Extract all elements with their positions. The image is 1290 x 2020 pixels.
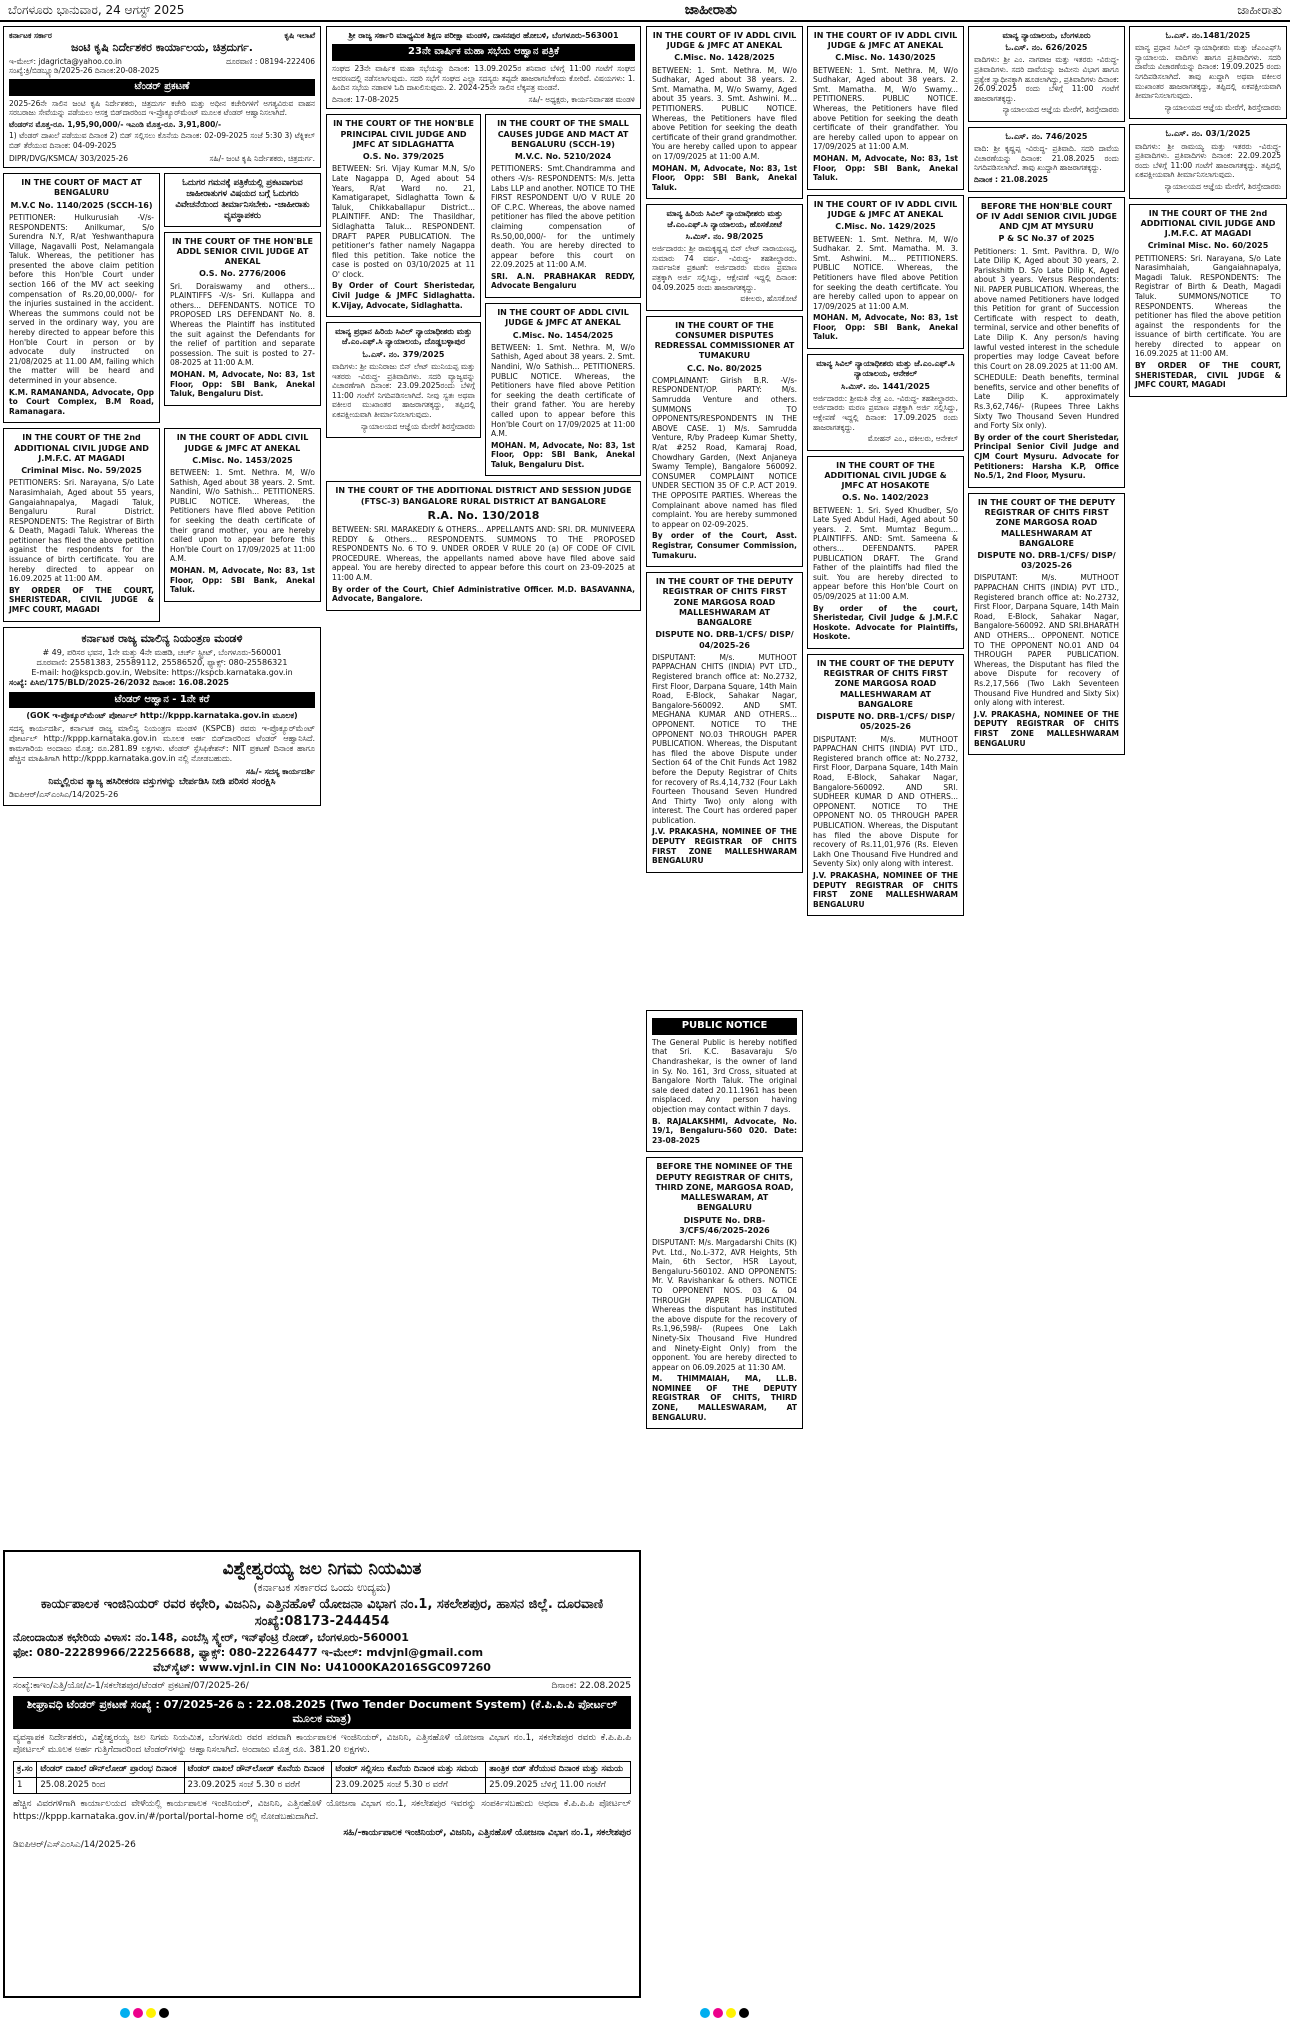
sidlaghatta-court: IN THE COURT OF THE HON'BLE PRINCIPAL CIVIL JUDGE AND JMFC AT SIDLAGHATTA (333, 119, 474, 149)
ftsc-sign: By order of the Court, Chief Administrative Officer. M.D. BASAVANNA, Advocate, Bangalore. (332, 584, 635, 604)
kspcb-slogan: ನಿಮ್ಮಲ್ಲಿರುವ ತ್ಯಾಜ್ಯ ಹಸಿರೀಕರಣ ವಸ್ತುಗಳನ್ನು ಬೇರ್ಪಡಿಸಿ ನೀಡಿ ಪರಿಸರ ಸಂರಕ್ಷಿಸಿ (48, 776, 276, 787)
sidlaghatta-notice (326, 114, 481, 317)
public-notice-body: The General Public is hereby notified that Sri. K.C. Basavaraju S/o Chandrashekar, is the owner of land in Sy. No. 161, 3rd Cross, situated at Bangalore North Taluk. The original sale deed dated 20.11.1961 has been misplaced. Any person having objection may contact within 7 days. (652, 1037, 797, 1114)
kspcb-sign: ಸಹಿ/- ಸದಸ್ಯ ಕಾರ್ಯದರ್ಶಿ (245, 766, 315, 776)
anekal-1430-case: C.Misc. No. 1430/2025 (835, 53, 936, 63)
k3-title: ಮಾನ್ಯ ಸಿವಿಲ್ ನ್ಯಾಯಾಧೀಶರು ಮತ್ತು ಜೆ.ಎಂ.ಎಫ್.ಸಿ ನ್ಯಾಯಾಲಯ, ಆನೇಕಲ್ (816, 359, 955, 379)
vjnl-tender-ad (3, 1550, 641, 1998)
anekal-1453-sign: MOHAN. M, Advocate, No: 83, 1st Floor, Opp: SBI Bank, Anekal Taluk. (170, 566, 315, 595)
anekal-kannada-notice (807, 354, 964, 451)
chits46-case: DISPUTE No. DRB-3/CFS/46/2025-2026 (679, 1215, 770, 1235)
agm-sign: ಸಹಿ/- ಅಧ್ಯಕ್ಷರು, ಕಾರ್ಯನಿರ್ವಾಹಕ ಮಂಡಳಿ (528, 94, 635, 104)
k3-body: ಅರ್ಜಿದಾರರು: ಶ್ರೀಮತಿ ನೇತ್ರ ಎಂ. -ವಿರುದ್ಧ- ತಹಶೀಲ್ದಾರರು. ಅರ್ಜಿದಾರರು ಮರಣ ಪ್ರಮಾಣ ಪತ್ರಕ್ಕಾಗಿ ಅರ್ಜಿ ಸಲ್ಲಿಸಿದ್ದು, ಆಕ್ಷೇಪಣೆ ಇದ್ದಲ್ಲಿ ದಿನಾಂಕ: 17.09.2025 ರಂದು ಹಾಜರಾಗತಕ್ಕದ್ದು. (813, 393, 958, 432)
agm-bar: 23ನೇ ವಾರ್ಷಿಕ ಮಹಾ ಸಭೆಯ ಆಹ್ವಾನ ಪತ್ರಿಕೆ (332, 44, 635, 61)
th-open: ತಾಂತ್ರಿಕ ಬಿಡ್ ತೆರೆಯುವ ದಿನಾಂಕ ಮತ್ತು ಸಮಯ (486, 1761, 631, 1777)
magadi2-case: Criminal Misc. No. 60/2025 (1147, 241, 1269, 251)
public-notice-sign: B. RAJALAKSHMI, Advocate, No. 19/1, Bengaluru-560 020. Date: 23-08-2025 (652, 1116, 797, 1145)
chits05-court: IN THE COURT OF THE DEPUTY REGISTRAR OF CHITS FIRST ZONE MARGOSA ROAD MALLESHWARAM AT BANGALORE (816, 658, 955, 709)
anekal-os-sign: MOHAN. M, Advocate, No: 83, 1st Floor, Opp: SBI Bank, Anekal Taluk, Bengaluru Dist. (170, 370, 315, 399)
anekal-cmisc-1453 (164, 428, 321, 601)
chits-dispute-04 (646, 572, 803, 873)
td-sl: 1 (14, 1777, 37, 1793)
vjnl-date: ದಿನಾಂಕ: 22.08.2025 (551, 1681, 631, 1692)
chits05-case: DISPUTE NO. DRB-1/CFS/ DISP/ 05/2025-26 (816, 712, 955, 732)
k5-date: ದಿನಾಂಕ : 21.08.2025 (974, 175, 1049, 185)
chits04-sign: J.V. PRAKASHA, NOMINEE OF THE DEPUTY REGISTRAR OF CHITS FIRST ZONE MALLESHWARAM BENGALURU (652, 827, 797, 866)
kannada-os-626 (968, 26, 1125, 122)
anekal-os-notice (164, 232, 321, 406)
vjnl-subtitle: (ಕರ್ನಾಟಕ ಸರ್ಕಾರದ ಒಂದು ಉದ್ಯಮ) (253, 1580, 391, 1594)
anekal-cmisc-1429 (807, 195, 964, 349)
vjnl-schedule-table (13, 1761, 631, 1795)
chits04-court: IN THE COURT OF THE DEPUTY REGISTRAR OF CHITS FIRST ZONE MARGOSA ROAD MALLESHWARAM AT BANGALORE (655, 577, 794, 628)
agri-org: ಕರ್ನಾಟಕ ಸರ್ಕಾರ (9, 31, 52, 40)
chits05-body: DISPUTANT: M/s. MUTHOOT PAPPACHAN CHITS (INDIA) PVT LTD., Registered branch office at: No.2732, First Floor, Darpana Square, 14th Main Road, E-Block, Sahakar Nagar, Bangalore-560092. AND SRI. SUDHEER KUMAR D AND OTHERS... OPPONENT. NOTICE TO THE OPPONENT NO. 05 THROUGH PAPER PUBLICATION. Whereas, the Disputant has filed the above Dispute for recovery of Rs.11,01,976 (Rs. Eleven Lakh One Thousand Five Hundred and Seventy Six) only along with interest. (813, 734, 958, 869)
scch19-court: IN THE COURT OF THE SMALL CAUSES JUDGE AND MACT AT BENGALURU (SCCH-19) (497, 119, 629, 149)
header-date: ಬೆಂಗಳೂರು ಭಾನುವಾರ, 24 ಆಗಸ್ಟ್ 2025 (8, 2, 185, 17)
agri-items: 1) ಟೆಂಡರ್ ದಾಖಲೆ ಪಡೆಯುವ ದಿನಾಂಕ 2) ಬಿಡ್ ಸಲ್ಲಿಸಲು ಕೊನೆಯ ದಿನಾಂಕ: 02-09-2025 ಸಂಜೆ 5:30 3) ಟೆಕ್ನಿಕಲ್ ಬಿಡ್ ತೆರೆಯುವ ದಿನಾಂಕ: 04-09-2025 (9, 131, 315, 151)
kspcb-web: E-mail: ho@kspcb.gov.in, Website: https://kspcb.karnataka.gov.in (31, 668, 293, 678)
anekal-1428-court: IN THE COURT OF IV ADDL CIVIL JUDGE & JMFC AT ANEKAL (652, 31, 797, 51)
doddaballapur-kannada-notice (326, 322, 481, 438)
mact-notice (3, 173, 160, 423)
td-end: 23.09.2025 ಸಂಜೆ 5.30 ರ ವರೆಗೆ (184, 1777, 332, 1793)
magadi-sign: BY ORDER OF THE COURT, SHERISTEDAR, CIVIL JUDGE & JMFC COURT, MAGADI (9, 585, 154, 615)
agri-email: ಇ-ಮೇಲ್: jdagricta@yahoo.co.in (9, 56, 122, 66)
k1-title: ಮಾನ್ಯ ಪ್ರಧಾನ ಹಿರಿಯ ಸಿವಿಲ್ ನ್ಯಾಯಾಧೀಶರು ಮತ್ತು ಜೆ.ಎಂ.ಎಫ್.ಸಿ ನ್ಯಾಯಾಲಯ, ದೊಡ್ಡಬಳ್ಳಾಪುರ (335, 327, 472, 347)
k4-sign: ನ್ಯಾಯಾಲಯದ ಆಜ್ಞೆಯ ಮೇರೆಗೆ, ಶಿರಸ್ತೇದಾರರು (1002, 105, 1119, 115)
anekal-1430-court: IN THE COURT OF IV ADDL CIVIL JUDGE & JMFC AT ANEKAL (813, 31, 958, 51)
agm-date: ದಿನಾಂಕ: 17-08-2025 (332, 94, 399, 104)
td-submit: 23.09.2025 ಸಂಜೆ 5.30 ರ ವರೆಗೆ (332, 1777, 486, 1793)
column-5 (968, 26, 1125, 760)
agri-office-title: ಜಂಟಿ ಕೃಷಿ ನಿರ್ದೇಶಕರ ಕಾರ್ಯಾಲಯ, ಚಿತ್ರದುರ್ಗ. (71, 40, 253, 54)
public-notice (646, 1010, 803, 1152)
header-right: ಜಾಹೀರಾತು (1237, 2, 1282, 17)
column-6 (1129, 26, 1287, 402)
agri-tender-ad (3, 26, 321, 168)
k5-case: ಓ.ಎಸ್. ನಂ. 746/2025 (1005, 132, 1088, 142)
registration-marks-right (700, 2008, 749, 2018)
anekal-1454-body: BETWEEN: 1. Smt. Nethra. M, W/o Sathish, Aged about 38 years. 2. Smt. Nandini, W/o Sathish... PETITIONERS. PUBLIC NOTICE. Whereas, the Petitioners have filed above Petition for seeking the death certificate of their grand father. You are hereby called upon to appear before this Hon'ble Court on 17/09/2025 at 11:00 A.M. (491, 342, 635, 439)
kspcb-phone: ದೂರವಾಣಿ: 25581383, 25589112, 25586520, ಫ್ಯಾಕ್ಸ್: 080-25586321 (36, 657, 288, 667)
chits03-court: IN THE COURT OF THE DEPUTY REGISTRAR OF CHITS FIRST ZONE MARGOSA ROAD MALLESHWARAM AT BANGALORE (977, 497, 1116, 548)
anekal-1428-body: BETWEEN: 1. Smt. Nethra. M, W/o Sudhakar, Aged about 38 years. 2. Smt. Mamatha. M, W/o Swamy, Aged about 35 years. 3. Smt. Ashwini. M... PETITIONERS. PUBLIC NOTICE. Whereas, the Petitioners have filed above Petition for seeking the death certificate of their grand grandmother. You are hereby called upon to appear on 17/09/2025 at 11:00 A.M. (652, 65, 797, 162)
anekal-1454-sign: MOHAN. M, Advocate, No: 83, 1st Floor, Opp: SBI Bank, Anekal Taluk, Bengaluru Dist. (491, 440, 635, 469)
magadi-notice (3, 428, 160, 621)
kspcb-body: ಸದಸ್ಯ ಕಾರ್ಯದರ್ಶಿ, ಕರ್ನಾಟಕ ರಾಜ್ಯ ಮಾಲಿನ್ಯ ನಿಯಂತ್ರಣ ಮಂಡಳಿ (KSPCB) ರವರು ಇ-ಪ್ರೊಕ್ಯೂರ್‌ಮೆಂಟ್ ಪೋರ್ಟಲ್ http://kppp.karnataka.gov.in ಮೂಲಕ ಅರ್ಹ ಬಿಡ್‌ದಾರರಿಂದ ಟೆಂಡರ್ ಆಹ್ವಾನಿಸಿದೆ. ಕಾಮಗಾರಿಯ ಅಂದಾಜು ಮೊತ್ತ: ರೂ.281.89 ಲಕ್ಷಗಳು. ಟೆಂಡರ್ ಸ್ಪೆಸಿಫಿಕೇಶನ್: NIT ಪ್ರಕಟಣೆ ದಿನಾಂಕ ಹಾಗೂ ಹೆಚ್ಚಿನ ಮಾಹಿತಿಗಾಗಿ http://kppp.karnataka.gov.in ನಲ್ಲಿ ನೋಡಬಹುದು. (9, 723, 315, 764)
chits04-case: DISPUTE NO. DRB-1/CFS/ DISP/ 04/2025-26 (655, 630, 794, 650)
magadi-case: Criminal Misc. No. 59/2025 (21, 466, 142, 476)
mysuru-body: Petitioners: 1. Smt. Pavithra. D, W/o Late Dilip K, Aged about 30 years, 2. Pariskshith D. S/o Late Dilip K, Aged about 3 years. Versus Respondents: Nil. PAPER PUBLICATION. Whereas, the above named Petitioners have lodged this Petition for grant of Succession Certificate with respect to death, terminal, service and other benefits of Late Dilip K. Any person/s having lawful vested interest in the schedule properties may lodge Caveat before this Court on 28.09.2025 at 11:00 AM. (974, 246, 1119, 371)
chits03-case: DISPUTE NO. DRB-1/CFS/ DISP/ 03/2025-26 (977, 551, 1116, 571)
anekal-1429-court: IN THE COURT OF IV ADDL CIVIL JUDGE & JMFC AT ANEKAL (813, 199, 958, 220)
magadi2-sign: BY ORDER OF THE COURT, SHERISTEDAR, CIVIL JUDGE & JMFC COURT, MAGADI (1135, 361, 1281, 390)
hosakote-os-notice (807, 456, 964, 649)
anekal-1428-sign: MOHAN. M, Advocate, No: 83, 1st Floor, Opp: SBI Bank, Anekal Taluk. (652, 163, 797, 192)
hoskote-kannada-notice (646, 204, 803, 310)
td-start: 25.08.2025 ರಿಂದ (37, 1777, 184, 1793)
k7-case: ಓ.ಎಸ್. ನಂ. 03/1/2025 (1165, 129, 1251, 139)
kannada-os-1481 (1129, 26, 1287, 119)
magadi-body: PETITIONERS: Sri. Narayana, S/o Late Narasimhaiah, Aged about 55 years, Gangaiahnapalya, Magadi Taluk, Bengaluru Rural District. RESPONDENTS: The Registrar of Birth & Death, Magadi Taluk. Whereas the petitioner has filed the above petition against the respondents for the issuance of birth certificate. You are hereby directed to appear on 16.09.2025 at 11:00 AM. (9, 478, 154, 584)
mysuru-sign: By order of the court Sheristedar, Principal Senior Civil Judge and CJM Court Mysuru. Advocate for Petitioners: Harsha K.P, Office No.5/1, 2nd Floor, Mysuru. (974, 432, 1119, 481)
chits03-sign: J.V. PRAKASHA, NOMINEE OF THE DEPUTY REGISTRAR OF CHITS FIRST ZONE MALLESHWARAM BENGALURU (974, 709, 1119, 748)
anekal-cmisc-1454 (485, 303, 641, 476)
chits46-sign: M. THIMMAIAH, MA, LL.B. NOMINEE OF THE DEPUTY REGISTRAR OF CHITS, THIRD ZONE, MALLESWARAM, AT BENGALURU. (652, 1374, 797, 1422)
vjnl-office: ಕಾರ್ಯಪಾಲಕ ಇಂಜಿನಿಯರ್ ರವರ ಕಛೇರಿ, ವಿಜನಿನಿ, ಎತ್ತಿನಹೊಳೆ ಯೋಜನಾ ವಿಭಾಗ ನಂ.1, ಸಕಲೇಶಪುರ, ಹಾಸನ ಜಿಲ್ಲೆ. ದೂರವಾಣಿ ಸಂಖ್ಯೆ:08173-244454 (40, 1596, 604, 1630)
public-notice-bar: PUBLIC NOTICE (652, 1018, 797, 1035)
scch19-body: PETITIONERS: Smt.Chandramma and others -V/s- RESPONDENTS: M/s. Jetta Labs LLP and another. NOTICE TO THE FIRST RESPONDENT U/O V RULE 20 OF C.P.C. Whereas, the above named petitioner has filed the above petition claiming compensation of Rs.50,00,000/- for the untimely death. You are hereby directed to appear before this court on 22.09.2025 at 11:00 A.M. (491, 164, 635, 270)
anekal-1453-body: BETWEEN: 1. Smt. Nethra. M, W/o Sathish, Aged about 38 years. 2. Smt. Nandini, W/o Sathish... PETITIONERS. PUBLIC NOTICE. Whereas, the Petitioners have filed above Petition for seeking the death certificate of their grand mother, you are hereby called upon to appear before this Hon'ble Court on 17/09/2025 at 11:00 A.M. (170, 468, 315, 564)
mysuru-schedule: SCHEDULE: Death benefits, terminal benefits, service and other benefits of Late Dilip K. approximately Rs.3,62,746/- (Rupees Three Lakhs Sixty Two Thousand Seven Hundred and Forty Six only). (974, 373, 1119, 431)
k1-body: ವಾದಿಗಳು: ಶ್ರೀ ಮುನಿರಾಜು ಬಿನ್ ಲೇಟ್ ಮುನಿಯಪ್ಪ ಮತ್ತು ಇತರರು -ವಿರುದ್ಧ- ಪ್ರತಿವಾದಿಗಳು. ಸದರಿ ವ್ಯಾಜ್ಯವನ್ನು ವಿಚಾರಣೆಗಾಗಿ ದಿನಾಂಕ: 23.09.2025ರಂದು ಬೆಳಿಗ್ಗೆ 11:00 ಗಂಟೆಗೆ ನಿಗದಿಪಡಿಸಲಾಗಿದೆ. ನೀವು ಸ್ವತಃ ಅಥವಾ ವಕೀಲರ ಮುಖಾಂತರ ಹಾಜರಾಗತಕ್ಕದ್ದು, ತಪ್ಪಿದಲ್ಲಿ ಏಕಪಕ್ಷೀಯವಾಗಿ ತೀರ್ಮಾನಿಸಲಾಗುವುದು. (332, 361, 475, 419)
chits-dispute-05 (807, 654, 964, 916)
sidlaghatta-body: BETWEEN: Sri. Vijay Kumar M.N, S/o Late Nagappa D, Aged about 54 Years, R/at Ward no. 21, Kamatigarapet, Sidlaghatta Town & Taluk, Chikkaballapur District... PLAINTIFF. AND: The Thasildhar, Sidlaghatta Taluk... RESPONDENT. DRAFT PAPER PUBLICATION. The petitioner's father namely Nagappa filed this petition. Take notice the case is posted on 03/10/2025 at 11 O' clock. (332, 164, 475, 279)
anekal-1453-case: C.Misc. No. 1453/2025 (192, 455, 293, 465)
column-3b (646, 1010, 803, 1434)
consumer-court: IN THE COURT OF THE CONSUMER DISPUTES REDRESSAL COMMISSIONER AT TUMAKURU (654, 320, 795, 361)
kspcb-dipr: ಡಿಐಪಿಆರ್/ಎಸ್‌ಎಂಸಿಎ/14/2025-26 (9, 790, 119, 800)
agm-notice (326, 26, 641, 109)
anekal-cmisc-1428 (646, 26, 803, 199)
vjnl-contact: ಫೋ: 080-22289966/22256688, ಫ್ಯಾಕ್ಸ್: 080-22264477 ಇ-ಮೇಲ್: mdvjnl@gmail.com (13, 1645, 484, 1659)
k2-title: ಮಾನ್ಯ ಹಿರಿಯ ಸಿವಿಲ್ ನ್ಯಾಯಾಧೀಶರು ಮತ್ತು ಜೆ.ಎಂ.ಎಫ್.ಸಿ ನ್ಯಾಯಾಲಯ, ಹೊಸಕೋಟೆ (666, 209, 783, 229)
magadi2-body: PETITIONERS: Sri. Narayana, S/o Late Narasimhaiah, Gangaiahnapalya, Magadi Taluk. RESPONDENTS: The Registrar of Birth & Death, Magadi Taluk. SUMMONS/NOTICE TO RESPONDENTS. Whereas the petitioner has filed the above petition against the respondents for the issuance of birth certificate. You are hereby directed to appear on 16.09.2025 at 11:00 AM. (1135, 253, 1281, 359)
registration-marks-left (120, 2008, 169, 2018)
consumer-body: COMPLAINANT: Girish B.R. -V/s- RESPONDENT/OP. PARTY: M/s. Samrudda Venture and others. SUMMONS TO OPPONENTS/RESPONDENTS IN THE ABOVE CASE. 1) M/s. Samrudda Venture, R/by Pradeep Kumar Shetty, R/at #252 Road, Kamaraj Road, Chowdhary Garden, (Next Anjaneya Swamy Temple), Bangalore 560092. CONSUMER COMPLAINT NOTICE UNDER SECTION 35 OF C.P. ACT 2019. THE OPPOSITE PARTIES. Whereas the Complainant above named has filed complaint. You are hereby summoned to appear on 02-09-2025. (652, 375, 797, 529)
k1-sign: ನ್ಯಾಯಾಲಯದ ಆಜ್ಞೆಯ ಮೇರೆಗೆ ಶಿರಸ್ತೇದಾರರು (361, 421, 475, 431)
vjnl-intro: ವ್ಯವಸ್ಥಾಪಕ ನಿರ್ದೇಶಕರು, ವಿಶ್ವೇಶ್ವರಯ್ಯ ಜಲ ನಿಗಮ ನಿಯಮಿತ, ಬೆಂಗಳೂರು ರವರ ಪರವಾಗಿ ಕಾರ್ಯಪಾಲಕ ಇಂಜಿನಿಯರ್, ವಿಜನಿನಿ, ಎತ್ತಿನಹೊಳೆ ಯೋಜನಾ ವಿಭಾಗ ನಂ.1, ಸಕಲೇಶಪುರ ರವರು ಕೆ.ಪಿ.ಪಿ.ಪಿ ಪೋರ್ಟಲ್ ಮೂಲಕ ಅರ್ಹ ಗುತ್ತಿಗೆದಾರರಿಂದ ಟೆಂಡರ್‌ಗಳನ್ನು ಆಹ್ವಾನಿಸಲಾಗಿದೆ. ಅಂದಾಜು ಮೊತ್ತ ರೂ. 381.20 ಲಕ್ಷಗಳು. (13, 1733, 631, 1756)
kspcb-tender-ad (3, 627, 321, 806)
chits46-court: BEFORE THE NOMINEE OF THE DEPUTY REGISTRAR OF CHITS, THIRD ZONE, MARGOSA ROAD, MALLESWARAM, AT BENGALURU (655, 1162, 794, 1213)
anekal-1429-body: BETWEEN: 1. Smt. Nethra. M, W/o Sudhakar. 2. Smt. Mamatha. M. 3. Smt. Ashwini. M... PETITIONERS. PUBLIC NOTICE. Whereas, the Petitioners have filed above Petition for seeking the death certificate. You are hereby called upon to appear on 17/09/2025 at 11:00 A.M. (813, 234, 958, 311)
sidlaghatta-sign: By Order of Court Sheristedar, Civil Judge & JMFC Sidlaghatta. K.Vijay, Advocate, Sidlaghatta. (332, 281, 475, 310)
mact-case: M.V.C No. 1140/2025 (SCCH-16) (10, 200, 153, 210)
column-3 (646, 26, 803, 878)
column-4 (807, 26, 964, 921)
k4-case: ಓ.ಎಸ್. ನಂ. 626/2025 (1005, 43, 1088, 53)
consumer-sign: By order of the Court, Asst. Registrar, Consumer Commission, Tumakuru. (652, 531, 797, 560)
anekal-os-case: O.S. No. 2776/2006 (199, 269, 286, 279)
k2-case: ಸಿ.ಮಿಸ್. ನಂ. 98/2025 (685, 231, 764, 241)
k3-sign: ಮೋಹನ್ ಎಂ., ವಕೀಲರು, ಆನೇಕಲ್ (867, 434, 958, 444)
anekal-1454-case: C.Misc. No. 1454/2025 (512, 330, 614, 340)
agm-body: ಸಂಘದ 23ನೇ ವಾರ್ಷಿಕ ಮಹಾ ಸಭೆಯನ್ನು ದಿನಾಂಕ: 13.09.2025ರ ಶನಿವಾರ ಬೆಳಿಗ್ಗೆ 11:00 ಗಂಟೆಗೆ ಸಂಘದ ಆವರಣದಲ್ಲಿ ನಡೆಸಲಾಗುವುದು. ಸದರಿ ಸಭೆಗೆ ಸಂಘದ ಎಲ್ಲಾ ಸದಸ್ಯರು ತಪ್ಪದೇ ಹಾಜರಾಗಬೇಕೆಂದು ಕೋರಿದೆ. ವಿಷಯಗಳು: 1. ಹಿಂದಿನ ಸಭೆಯ ನಡಾವಳಿ ಓದಿ ದಾಖಲಿಸುವುದು. 2. 2024-25ನೇ ಸಾಲಿನ ಲೆಕ್ಕಪತ್ರ ಮಂಡನೆ. (332, 64, 635, 93)
k4-body: ವಾದಿಗಳು: ಶ್ರೀ ಎಂ. ನಾಗರಾಜ ಮತ್ತು ಇತರರು -ವಿರುದ್ಧ- ಪ್ರತಿವಾದಿಗಳು. ಸದರಿ ದಾವೆಯನ್ನು ಜಮೀನು ವಿಭಾಗ ಹಾಗೂ ಪ್ರತ್ಯೇಕ ಸ್ವಾಧೀನಕ್ಕಾಗಿ ಹೂಡಲಾಗಿದ್ದು, ಪ್ರತಿವಾದಿಗಳು ದಿನಾಂಕ: 26.09.2025 ರಂದು ಬೆಳಿಗ್ಗೆ 11:00 ಗಂಟೆಗೆ ಹಾಜರಾಗತಕ್ಕದ್ದು. (974, 55, 1119, 103)
anekal-1453-court: IN THE COURT OF ADDL CIVIL JUDGE & JMFC AT ANEKAL (176, 433, 309, 453)
agri-tender-bar: ಟೆಂಡರ್ ಪ್ರಕಟಣೆ (9, 79, 315, 96)
vjnl-tender-head: ಶೀಘ್ರಾವಧಿ ಟೆಂಡರ್ ಪ್ರಕಟಣೆ ಸಂಖ್ಯೆ : 07/2025-26 ದಿ : 22.08.2025 (Two Tender Document System) (ಕೆ.ಪಿ.ಪಿ.ಪಿ ಪೋರ್ಟಲ್ ಮೂಲಕ ಮಾತ್ರ) (13, 1696, 631, 1730)
k2-body: ಅರ್ಜಿದಾರರು: ಶ್ರೀ ರಾಮಕೃಷ್ಣಪ್ಪ ಬಿನ್ ಲೇಟ್ ನಾರಾಯಣಪ್ಪ, ಸುಮಾರು 74 ವರ್ಷ. -ವಿರುದ್ಧ- ತಹಶೀಲ್ದಾರರು. ಸಾರ್ವಜನಿಕ ಪ್ರಕಟಣೆ: ಅರ್ಜಿದಾರರು ಮರಣ ಪ್ರಮಾಣ ಪತ್ರಕ್ಕಾಗಿ ಅರ್ಜಿ ಸಲ್ಲಿಸಿದ್ದು, ಆಕ್ಷೇಪಣೆ ಇದ್ದಲ್ಲಿ ದಿನಾಂಕ: 04.09.2025 ರಂದು ಹಾಜರಾಗತಕ್ಕದ್ದು. (652, 244, 797, 292)
vjnl-sign: ಸಹಿ/-ಕಾರ್ಯಪಾಲಕ ಇಂಜಿನಿಯರ್, ವಿಜನಿನಿ, ಎತ್ತಿನಹೊಳೆ ಯೋಜನಾ ವಿಭಾಗ ನಂ.1, ಸಕಲೇಶಪುರ (343, 1827, 631, 1838)
k5-body: ವಾದಿ: ಶ್ರೀ ಕೃಷ್ಣಪ್ಪ -ವಿರುದ್ಧ- ಪ್ರತಿವಾದಿ. ಸದರಿ ದಾವೆಯ ವಿಚಾರಣೆಯನ್ನು ದಿನಾಂಕ: 21.08.2025 ರಂದು ನಿಗದಿಪಡಿಸಲಾಗಿದೆ. ತಾವು ಖುದ್ದಾಗಿ ಹಾಜರಾಗತಕ್ಕದ್ದು. (974, 144, 1119, 173)
agri-amount: ಟೆಂಡರ್‌ನ ಮೊತ್ತ-ರೂ. 1,95,90,000/- ಇಎಂಡಿ ಮೊತ್ತ-ರೂ. 3,91,800/- (9, 119, 222, 129)
vjnl-body: ಹೆಚ್ಚಿನ ವಿವರಗಳಿಗಾಗಿ ಕಾರ್ಯಾಲಯದ ವೇಳೆಯಲ್ಲಿ ಕಾರ್ಯಪಾಲಕ ಇಂಜಿನಿಯರ್, ವಿಜನಿನಿ, ಎತ್ತಿನಹೊಳೆ ಯೋಜನಾ ವಿಭಾಗ ನಂ.1, ಸಕಲೇಶಪುರ ಇವರನ್ನು ಸಂಪರ್ಕಿಸಬಹುದು ಅಥವಾ ಕೆ.ಪಿ.ಪಿ.ಪಿ ಪೋರ್ಟಲ್ https://kppp.karnataka.gov.in/#/portal/portal-home ರಲ್ಲಿ ನೋಡಬಹುದಾಗಿದೆ. (13, 1799, 631, 1822)
hosakote-body: BETWEEN: 1. Sri. Syed Khudber, S/o Late Syed Abdul Hadi, Aged about 50 years. 2. Smt. Mumtaz Begum... PLAINTIFFS. AND: Smt. Sameena & others... DEFENDANTS. PAPER PUBLICATION DRAFT. The Grand Father of the plaintiffs had filed the suit. You are hereby directed to appear before this Hon'ble Court on 05/09/2025 at 11:00 A.M. (813, 505, 958, 602)
hosakote-case: O.S. No. 1402/2023 (842, 493, 929, 503)
vjnl-dipr: ಡಿಐಪಿಆರ್/ಎಸ್‌ಎಂಸಿಎ/14/2025-26 (13, 1839, 136, 1850)
chits05-sign: J.V. PRAKASHA, NOMINEE OF THE DEPUTY REGISTRAR OF CHITS FIRST ZONE MALLESHWARAM BENGALURU (813, 870, 958, 909)
column-2 (326, 26, 641, 616)
magadi2-court: IN THE COURT OF THE 2nd ADDITIONAL CIVIL JUDGE AND J.M.F.C. AT MAGADI (1140, 208, 1276, 239)
mact-court: IN THE COURT OF MACT AT BENGALURU (21, 178, 142, 198)
scch19-case: M.V.C. No. 5210/2024 (514, 152, 612, 162)
magadi-notice-2 (1129, 204, 1287, 397)
hosakote-sign: By order of the court, Sheristedar, Civil Judge & J.M.F.C Hoskote. Advocate for Plaintiffs, Hoskote. (813, 603, 958, 642)
kspcb-gok: (GOK ಇ-ಪ್ರೊಕ್ಯೂರ್‌ಮೆಂಟ್ ಪೋರ್ಟಲ್ http://kppp.karnataka.gov.in ಮೂಲಕ) (26, 711, 298, 721)
vjnl-reg-address: ನೋಂದಾಯಿತ ಕಛೇರಿಯ ವಿಳಾಸ: ನಂ.148, ಎಂಬೆಸ್ಸಿ ಸ್ಕ್ವೇರ್, ಇನ್‌ಫೆಂಟ್ರಿ ರೋಡ್, ಬೆಂಗಳೂರು-560001 (13, 1630, 409, 1644)
mact-sign: K.M. RAMANANDA, Advocate, Opp to Court Complex, B.M Road, Ramanagara. (9, 387, 154, 416)
header-section: ಜಾಹೀರಾತು (684, 2, 737, 18)
anekal-cmisc-1430 (807, 26, 964, 190)
agri-sign: ಸಹಿ/- ಜಂಟಿ ಕೃಷಿ ನಿರ್ದೇಶಕರು, ಚಿತ್ರದುರ್ಗ. (209, 153, 315, 163)
chits03-body: DISPUTANT: M/s. MUTHOOT PAPPACHAN CHITS (INDIA) PVT LTD., Registered branch office at: No.2732, First Floor, Darpana Square, 14th Main Road, E-Block, Sahakar Nagar, Bangalore-560092. AND SRI.BHARATH AND OTHERS... OPPONENT. NOTICE TO THE OPPONENT NO.01 AND 04 THROUGH PAPER PUBLICATION. Whereas, the Disputant has filed the above Dispute for recovery of Rs.2,17,566 (Two Lakh Seventeen Thousand Five Hundred and Sixty Six) only along with interest. (974, 573, 1119, 708)
mact-scch19-notice (485, 114, 641, 298)
kspcb-address: # 49, ಪರಿಸರ ಭವನ, 1ನೇ ಮತ್ತು 4ನೇ ಮಹಡಿ, ಚರ್ಚ್ ಸ್ಟ್ರೀಟ್, ಬೆಂಗಳೂರು-560001 (42, 647, 282, 657)
ftsc-court: IN THE COURT OF THE ADDITIONAL DISTRICT AND SESSION JUDGE (FTSC-3) BANGALORE RURAL DISTRICT AT BANGALORE (335, 486, 632, 506)
magadi-court: IN THE COURT OF THE 2nd ADDITIONAL CIVIL JUDGE AND J.M.F.C. AT MAGADI (14, 433, 149, 463)
anekal-1430-sign: MOHAN. M, Advocate, No: 83, 1st Floor, Opp: SBI Bank, Anekal Taluk. (813, 154, 958, 183)
anekal-1430-body: BETWEEN: 1. Smt. Nethra. M, W/o Sudhakar, Aged about 38 years. 2. Smt. Mamatha. M, W/o Swamy... PETITIONERS. PUBLIC NOTICE. Whereas, the Petitioners have filed above Petition for seeking the death certificate of their grandfather. You are hereby called upon to appear on 17/09/2025 at 11:00 A.M. (813, 65, 958, 152)
td-open: 25.09.2025 ಬೆಳಿಗ್ಗೆ 11.00 ಗಂಟೆಗೆ (486, 1777, 631, 1793)
page-header (0, 0, 1290, 22)
ftsc-case: R.A. No. 130/2018 (427, 508, 540, 522)
scch19-sign: SRI. A.N. PRABHAKAR REDDY, Advocate Bengaluru (491, 271, 635, 291)
mysuru-case: P & SC No.37 of 2025 (998, 234, 1095, 244)
agri-body: 2025-26ನೇ ಸಾಲಿನ ಜಂಟಿ ಕೃಷಿ ನಿರ್ದೇಶಕರು, ಚಿತ್ರದುರ್ಗ ಕಚೇರಿ ಮತ್ತು ಅಧೀನ ಕಚೇರಿಗಳಿಗೆ ಅಗತ್ಯವಿರುವ ವಾಹನ ಸರಬರಾಜು ಸೇವೆಯನ್ನು ಪಡೆಯಲು ಆಸಕ್ತ ಬಿಡ್‌ದಾರರಿಂದ ಇ-ಪ್ರೊಕ್ಯೂರ್‌ಮೆಂಟ್ ಮೂಲಕ ಟೆಂಡರ್ ಆಹ್ವಾನಿಸಲಾಗಿದೆ. (9, 98, 315, 118)
consumer-case: C.C. No. 80/2025 (687, 363, 762, 373)
table-row (14, 1777, 631, 1793)
chits-dispute-03 (968, 493, 1125, 755)
k1-case: ಓ.ಎಸ್. ನಂ. 379/2025 (362, 349, 445, 359)
k6-body: ಮಾನ್ಯ ಪ್ರಧಾನ ಸಿವಿಲ್ ನ್ಯಾಯಾಧೀಶರು ಮತ್ತು ಜೆಎಂಎಫ್‌ಸಿ ನ್ಯಾಯಾಲಯ. ವಾದಿಗಳು ಹಾಗೂ ಪ್ರತಿವಾದಿಗಳು. ಸದರಿ ದಾವೆಯ ವಿಚಾರಣೆಯನ್ನು ದಿನಾಂಕ: 19.09.2025 ರಂದು ನಿಗದಿಪಡಿಸಲಾಗಿದೆ. ತಾವು ಖುದ್ದಾಗಿ ಅಥವಾ ವಕೀಲರ ಮುಖಾಂತರ ಹಾಜರಾಗತಕ್ಕದ್ದು, ತಪ್ಪಿದಲ್ಲಿ ಏಕಪಕ್ಷೀಯವಾಗಿ ತೀರ್ಮಾನಿಸಲಾಗುವುದು. (1135, 43, 1281, 101)
vjnl-ref: ಸಂಖ್ಯೆ:ಕಾಇಂ/ಎತ್ತಿ/ಯೋ/ವಿ-1/ಸಕಲೇಶಪುರ/ಟೆಂಡರ್ ಪ್ರಕಟಣೆ/07/2025-26/ (13, 1681, 249, 1692)
ftsc-appeal-notice (326, 481, 641, 610)
kannada-os-031 (1129, 124, 1287, 198)
agri-ref: ಸಂಖ್ಯೆ:ಕ್ರಿ/ಬಿಡಬ್ಲ್ಯೂಡಿ/2025-26 ದಿನಾಂಕ:20-08-2025 (9, 66, 160, 76)
kannada-os-746 (968, 127, 1125, 192)
th-sl: ಕ್ರ.ಸಂ (14, 1761, 37, 1777)
mysuru-court: BEFORE THE HON'BLE COURT OF IV Addl SENIOR CIVIL JUDGE AND CJM AT MYSURU (976, 201, 1117, 232)
vjnl-title: ವಿಶ್ವೇಶ್ವರಯ್ಯ ಜಲ ನಿಗಮ ನಿಯಮಿತ (222, 1559, 422, 1579)
agri-dipr: DIPR/DVG/KSMCA/ 303/2025-26 (9, 153, 128, 163)
th-submit: ಟೆಂಡರ್ ಸಲ್ಲಿಸಲು ಕೊನೆಯ ದಿನಾಂಕ ಮತ್ತು ಸಮಯ (332, 1761, 486, 1777)
k3-case: ಸಿ.ಮಿಸ್. ನಂ. 1441/2025 (841, 381, 930, 391)
k6-case: ಓ.ಎಸ್. ನಂ.1481/2025 (1165, 31, 1251, 40)
agri-phone: ದೂರವಾಣಿ : 08194-222406 (226, 56, 315, 66)
k7-sign: ನ್ಯಾಯಾಲಯದ ಆಜ್ಞೆಯ ಮೇರೆಗೆ, ಶಿರಸ್ತೇದಾರರು (1164, 182, 1281, 191)
column-1 (3, 26, 321, 811)
chits04-body: DISPUTANT: M/s. MUTHOOT PAPPACHAN CHITS (INDIA) PVT LTD., Registered branch office at: No.2732, First Floor, Darpana Square, 14th Main Road, E-Block, Sahakar Nagar, Bangalore-560092. AND SMT. MEGHANA KUMAR AND OTHERS... OPPONENT. NOTICE TO THE OPPONENT NO.03 THROUGH PAPER PUBLICATION. Whereas, the Disputant has filed the above Dispute under Section 64 of the Chit Funds Act 1982 before the Deputy Registrar of Chits for recovery of Rs.4,14,732 (Four Lakh Fourteen Thousand Seven Hundred And Thirty Two) only along with interest. The Court has ordered paper publication. (652, 652, 797, 825)
anekal-1429-sign: MOHAN. M, Advocate, No: 83, 1st Floor, Opp: SBI Bank, Anekal Taluk. (813, 313, 958, 342)
kspcb-ref: ಸಂಖ್ಯೆ: ಪಿಸಿಬಿ/175/BLD/2025-26/2032 ದಿನಾಂಕ: 16.08.2025 (9, 678, 229, 688)
hosakote-court: IN THE COURT OF THE ADDITIONAL CIVIL JUDGE & JMFC AT HOSAKOTE (824, 460, 947, 491)
k2-sign: ವಕೀಲರು, ಹೊಸಕೋಟೆ (740, 294, 797, 304)
kspcb-title: ಕರ್ನಾಟಕ ರಾಜ್ಯ ಮಾಲಿನ್ಯ ನಿಯಂತ್ರಣ ಮಂಡಳಿ (81, 631, 243, 645)
mysuru-succession-notice (968, 197, 1125, 488)
agri-dept: ಕೃಷಿ ಇಲಾಖೆ (284, 31, 315, 40)
th-start: ಟೆಂಡರ್ ದಾಖಲೆ ಡೌನ್‌ಲೋಡ್ ಪ್ರಾರಂಭ ದಿನಾಂಕ (37, 1761, 184, 1777)
chits46-body: DISPUTANT: M/s. Margadarshi Chits (K) Pvt. Ltd., No.L-372, AVR Heights, 5th Main, 6th Sector, HSR Layout, Bengaluru-560102. AND OPPONENTS: Mr. V. Ravishankar & others. NOTICE TO OPPONENT NOS. 03 & 04 THROUGH PAPER PUBLICATION. Whereas the disputant has instituted the above dispute for the recovery of Rs.1,96,598/- (Rupees One Lakh Ninety-Six Thousand Five Hundred and Ninety-Eight Only) from the opponent. You are hereby directed to appear on 06.09.2025 at 11:30 AM. (652, 1237, 797, 1372)
k6-sign: ನ್ಯಾಯಾಲಯದ ಆಜ್ಞೆಯ ಮೇರೆಗೆ, ಶಿರಸ್ತೇದಾರರು (1164, 102, 1281, 112)
anekal-1454-court: IN THE COURT OF ADDL CIVIL JUDGE & JMFC AT ANEKAL (497, 308, 629, 328)
kspcb-bar: ಟೆಂಡರ್ ಆಹ್ವಾನ - 1ನೇ ಕರೆ (9, 692, 315, 709)
anekal-1429-case: C.Misc. No. 1429/2025 (835, 222, 936, 232)
anekal-os-body: Sri. Doraiswamy and others... PLAINTIFFS -V/s- Sri. Kullappa and others... DEFENDANTS. NOTICE TO PROPOSED LRS DEFENDANT No. 8. Whereas the Plaintiff has instituted the suit against the Defendants for the relief of partition and separate possession. The suit is posted to 27-08-2025 at 11:00 A.M. (170, 281, 315, 368)
anekal-os-court: IN THE COURT OF THE HON'BLE ADDL SENIOR CIVIL JUDGE AT ANEKAL (172, 236, 313, 267)
anekal-1428-case: C.Misc. No. 1428/2025 (674, 53, 775, 63)
mact-body: PETITIONER: Hulkurusiah -V/s- RESPONDENTS: Anilkumar, S/o Surendra N.Y, R/at Yeshwanthapura Village, Nagavalli Post, Nelamangala Taluk. Whereas, the petitioner has presented the above claim petition before this Hon'ble Court under section 166 of the MV act seeking compensation of Rs.20,00,000/- for the injuries sustained in the accident. Whereas the summons could not be served in the ordinary way, you are hereby directed to appear before this Hon'ble Court in person or by advocate duly instructed on 21/08/2025 at 11.00 AM, failing which the matter will be heard and determined in your absence. (9, 212, 154, 386)
consumer-notice (646, 316, 803, 567)
vjnl-web: ವೆಬ್‌ಸೈಟ್: www.vjnl.in CIN No: U41000KA2016SGC097260 (153, 1660, 491, 1674)
th-end: ಟೆಂಡರ್ ದಾಖಲೆ ಡೌನ್‌ಲೋಡ್ ಕೊನೆಯ ದಿನಾಂಕ (184, 1761, 332, 1777)
readers-notice: ಓದುಗರ ಗಮನಕ್ಕೆ ಪತ್ರಿಕೆಯಲ್ಲಿ ಪ್ರಕಟವಾಗುವ ಜಾಹೀರಾತುಗಳ ವಿಷಯದ ಬಗ್ಗೆ ಓದುಗರು ವಿವೇಚನೆಯಿಂದ ತೀರ್ಮಾನಿಸಬೇಕು. -ಜಾಹೀರಾತು ವ್ಯವಸ್ಥಾಪಕರು (164, 173, 321, 227)
k4-title: ಮಾನ್ಯ ನ್ಯಾಯಾಲಯ, ಬೆಂಗಳೂರು (1002, 31, 1091, 40)
sidlaghatta-case: O.S. No. 379/2025 (362, 152, 445, 162)
agm-org: ಶ್ರೀ ರಾಜ್ಯ ಸರ್ಕಾರಿ ಮಾಧ್ಯಮಿಕ ಶಿಕ್ಷಣ ಪರೀಕ್ಷಾ ಮಂಡಳಿ, ದಾಸನಪುರ ಹೋಬಳಿ, ಬೆಂಗಳೂರು-563001 (348, 31, 619, 40)
ftsc-body: BETWEEN: SRI. MARAKEDIY & OTHERS... APPELLANTS AND: SRI. DR. MUNIVEERA REDDY & Others... RESPONDENTS. SUMMONS TO THE PROPOSED RESPONDENTS No. 6 TO 9. UNDER ORDER V RULE 20 (a) OF CODE OF CIVIL PROCEDURE. Whereas, the appellants named above have filed above said appeal. You are hereby directed to appear before this court on 23-09-2025 at 11:00 A.M. (332, 525, 635, 582)
k7-body: ವಾದಿಗಳು: ಶ್ರೀ ರಾಮಯ್ಯ ಮತ್ತು ಇತರರು -ವಿರುದ್ಧ- ಪ್ರತಿವಾದಿಗಳು. ಪ್ರತಿವಾದಿಗಳು ದಿನಾಂಕ: 22.09.2025 ರಂದು ಬೆಳಿಗ್ಗೆ 11:00 ಗಂಟೆಗೆ ಹಾಜರಾಗತಕ್ಕದ್ದು. ತಪ್ಪಿದಲ್ಲಿ ಏಕಪಕ್ಷೀಯವಾಗಿ ತೀರ್ಮಾನಿಸಲಾಗುವುದು. (1135, 141, 1281, 180)
chits-third-zone-46 (646, 1157, 803, 1429)
